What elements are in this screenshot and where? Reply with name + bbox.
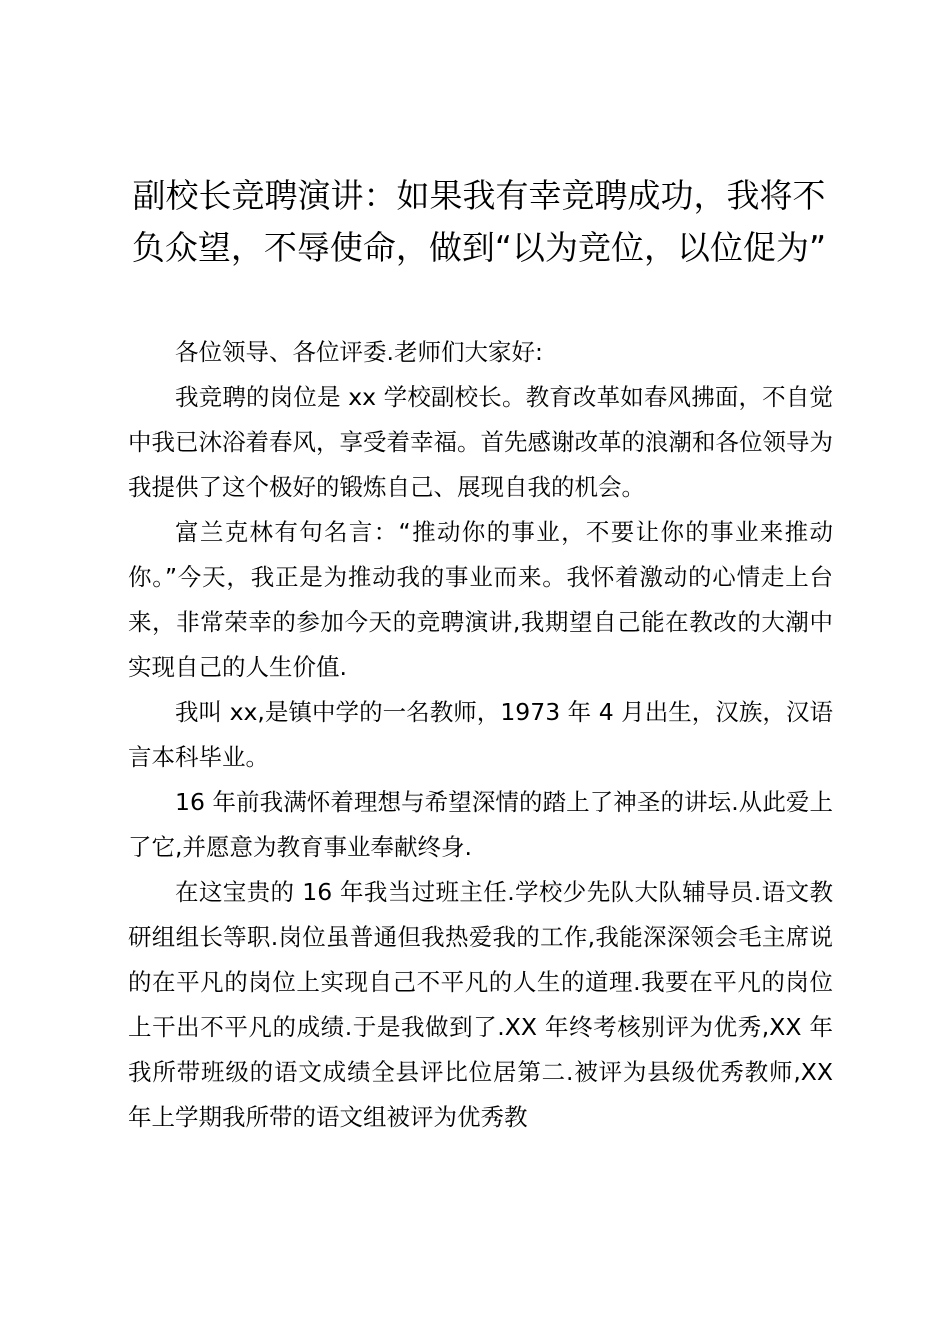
document-body [128,330,833,1140]
document-title: 副校长竞聘演讲：如果我有幸竞聘成功，我将不负众望，不辱使命，做到“以为竞位，以位促为” [131,176,827,267]
body-paragraph: 16 年前我满怀着理想与希望深情的踏上了神圣的讲坛.从此爱上了它,并愿意为教育事业奉献终身. [128,788,833,861]
body-paragraph: 富兰克林有句名言：“推动你的事业，不要让你的事业来推动你。”今天，我正是为推动我的事业而来。我怀着激动的心情走上台来，非常荣幸的参加今天的竞聘演讲,我期望自己能在教改的大潮中实现自己的人生价值. [128,518,833,681]
greeting-paragraph: 各位领导、各位评委.老师们大家好: [175,338,543,366]
body-paragraph: 在这宝贵的 16 年我当过班主任.学校少先队大队辅导员.语文教研组组长等职.岗位虽普通但我热爱我的工作,我能深深领会毛主席说的在平凡的岗位上实现自己不平凡的人生的道理.我要在平凡的岗位上干出不平凡的成绩.于是我做到了.XX 年终考核别评为优秀,XX 年我所带班级的语文成绩全县评比位居第二.被评为县级优秀教师,XX 年上学期我所带的语文组被评为优秀教 [128,878,833,1131]
body-paragraph: 我叫 xx,是镇中学的一名教师，1973 年 4 月出生，汉族，汉语言本科毕业。 [128,698,833,771]
body-paragraph: 我竞聘的岗位是 xx 学校副校长。教育改革如春风拂面，不自觉中我已沐浴着春风，享受着幸福。首先感谢改革的浪潮和各位领导为我提供了这个极好的锻炼自己、展现自我的机会。 [128,383,833,501]
